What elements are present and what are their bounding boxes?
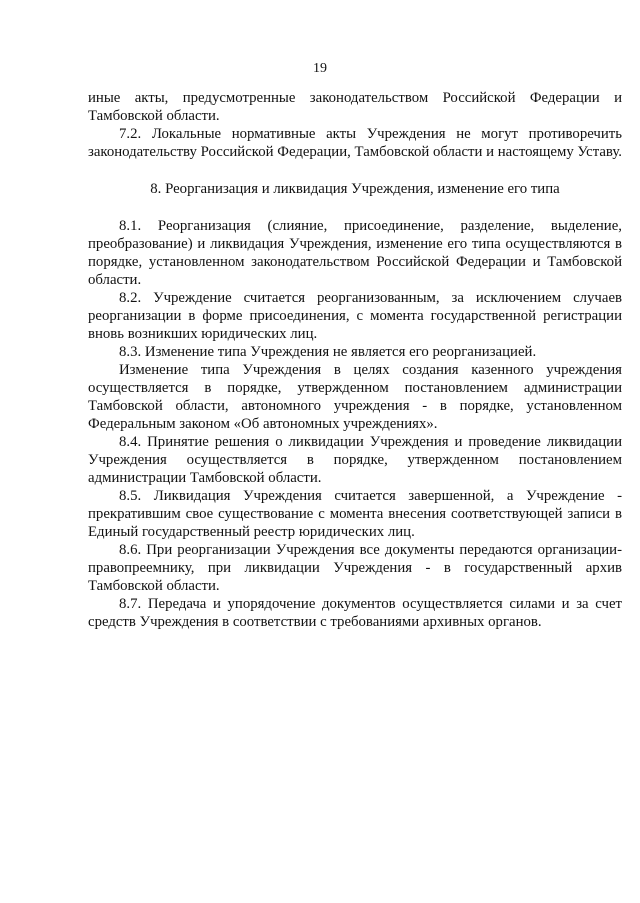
page-number: 19 <box>313 61 327 76</box>
section-8-heading: 8. Реорганизация и ликвидация Учреждения, изменение его типа <box>150 181 560 197</box>
paragraph-8-1: 8.1. Реорганизация (слияние, присоединение, разделение, выделение, преобразование) и ликвидация Учреждения, изменение его типа осуществляются в порядке, установленном законодательством Российской Федерации и Тамбовской области. <box>88 218 622 288</box>
paragraph-7-2: 7.2. Локальные нормативные акты Учреждения не могут противоречить законодательству Российской Федерации, Тамбовской области и настоящему Уставу. <box>88 126 623 160</box>
paragraph-8-4: 8.4. Принятие решения о ликвидации Учреждения и проведение ликвидации Учреждения осуществляется в порядке, утвержденном постановлением администрации Тамбовской области. <box>88 434 622 486</box>
paragraph-8-2: 8.2. Учреждение считается реорганизованным, за исключением случаев реорганизации в форме присоединения, с момента государственной регистрации вновь возникших юридических лиц. <box>88 290 622 342</box>
paragraph-8-5: 8.5. Ликвидация Учреждения считается завершенной, а Учреждение - прекратившим свое существование с момента внесения соответствующей записи в Единый государственный реестр юридических лиц. <box>88 488 622 540</box>
paragraph-8-3: 8.3. Изменение типа Учреждения не является его реорганизацией. <box>119 344 537 360</box>
paragraph-8-7: 8.7. Передача и упорядочение документов осуществляется силами и за счет средств Учреждения в соответствии с требованиями архивных органов. <box>88 596 622 630</box>
paragraph-continued: иные акты, предусмотренные законодательством Российской Федерации и Тамбовской области. <box>88 90 622 124</box>
paragraph-8-3-continued: Изменение типа Учреждения в целях создания казенного учреждения осуществляется в порядке, утвержденном постановлением администрации Тамбовской области, автономного учреждения - в порядке, установленном Федеральным законом «Об автономных учреждениях». <box>88 362 622 432</box>
paragraph-8-6: 8.6. При реорганизации Учреждения все документы передаются организации-правопреемнику, при ликвидации Учреждения - в государственный архив Тамбовской области. <box>88 542 622 594</box>
document-body <box>88 89 622 631</box>
